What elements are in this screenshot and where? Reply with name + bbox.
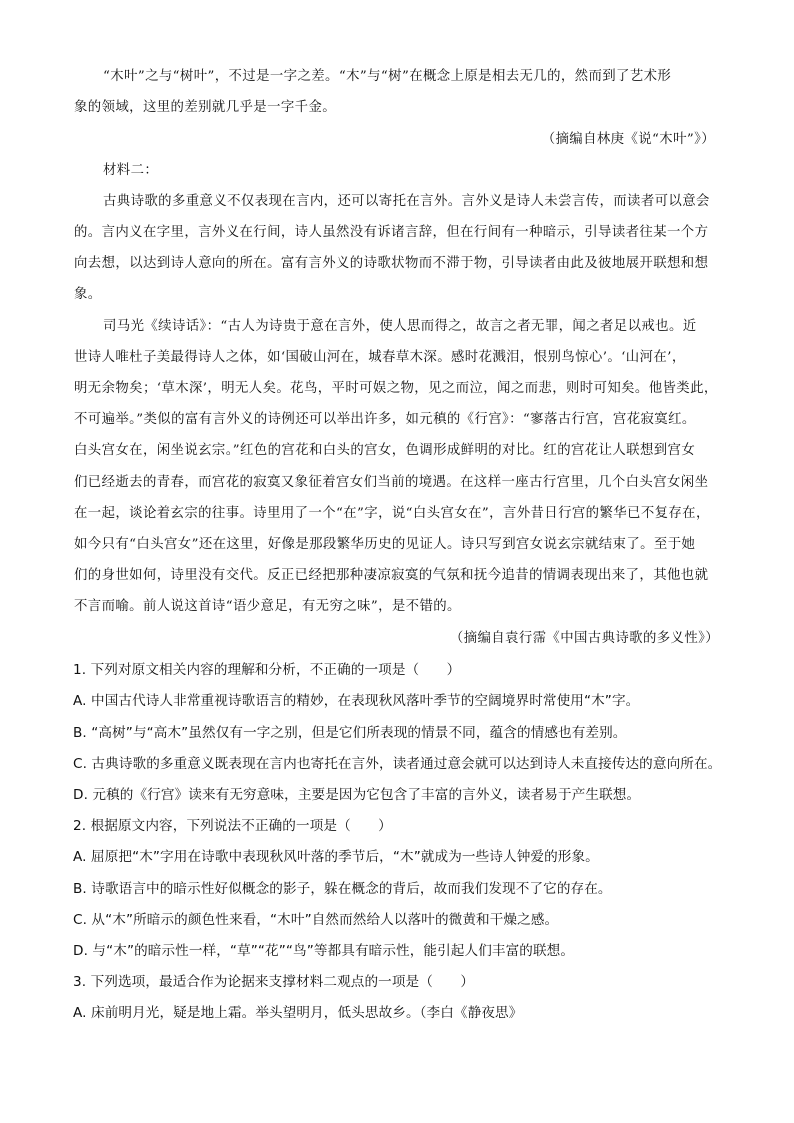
material2-line: 的。言内义在字里，言外义在行间，诗人虽然没有诉诸言辞，但在行间有一种暗示，引导读者往某一个方: [74, 225, 709, 240]
material2-line: 白头宫女在，闲坐说玄宗。”红色的宫花和白头的宫女，色调形成鲜明的对比。红的宫花让人联想到宫女: [74, 443, 696, 458]
material2-line: 明无余物矣；‘草木深’，明无人矣。花鸟，平时可娱之物，见之而泣，闻之而悲，则时可知矣。他皆类此，: [74, 381, 718, 396]
material2-line: 象。: [74, 287, 102, 302]
material2-line: 如今只有“白头宫女”还在这里，好像是那段繁华历史的见证人。诗只写到宫女说玄宗就结束了。至于她: [74, 537, 696, 552]
material1-line: “木叶”之与“树叶”，不过是一字之差。“木”与“树”在概念上原是相去无几的，然而到了艺术形: [103, 69, 672, 84]
material2-heading: 材料二：: [103, 163, 159, 178]
material2-line: 们已经逝去的青春，而宫花的寂寞又象征着宫女们当前的境遇。在这样一座古行宫里，几个白头宫女闲坐: [74, 475, 709, 490]
question-1-option-d: D. 元稹的《行宫》读来有无穷意味，主要是因为它包含了丰富的言外义，读者易于产生联想。: [73, 787, 641, 803]
material2-line: 在一起，谈论着玄宗的往事。诗里用了一个“在”字，说“白头宫女在”，言外昔日行宫的繁华已不复存在，: [74, 506, 710, 521]
question-1-option-a: A. 中国古代诗人非常重视诗歌语言的精妙，在表现秋风落叶季节的空阔境界时常使用“木”字。: [73, 693, 640, 709]
material2-line: 不可遍举。”类似的富有言外义的诗例还可以举出许多，如元稹的《行宫》：“寥落古行宫，宫花寂寞红。: [74, 412, 696, 427]
material1-line: 象的领域，这里的差别就几乎是一字千金。: [74, 100, 337, 115]
material2-line: 司马光《续诗话》：“古人为诗贵于意在言外，使人思而得之，故言之者无罪，闻之者足以戒也。近: [103, 319, 697, 334]
question-3-stem: 3. 下列选项，最适合作为论据来支撑材料二观点的一项是（ ）: [73, 974, 475, 990]
question-2-stem: 2. 根据原文内容，下列说法不正确的一项是（ ）: [73, 818, 392, 834]
material1-source: （摘编自林庚《说“木叶”》）: [541, 132, 715, 147]
question-1-option-c: C. 古典诗歌的多重意义既表现在言内也寄托在言外，读者通过意会就可以达到诗人未直接传达的意向所在。: [73, 756, 722, 772]
material2-line: 向去想，以达到诗人意向的所在。富有言外义的诗歌状物而不滞于物，引导读者由此及彼地展开联想和想: [74, 256, 709, 271]
question-1-stem: 1. 下列对原文相关内容的理解和分析，不正确的一项是（ ）: [73, 662, 461, 678]
material2-line: 古典诗歌的多重意义不仅表现在言内，还可以寄托在言外。言外义是诗人未尝言传，而读者可以意会: [103, 194, 710, 209]
question-2-option-c: C. 从“木”所暗示的颜色性来看，“木叶”自然而然给人以落叶的微黄和干燥之感。: [73, 912, 559, 928]
question-3-option-a: A. 床前明月光，疑是地上霜。举头望明月，低头思故乡。（李白《静夜思》: [73, 1005, 523, 1021]
material2-line: 们的身世如何，诗里没有交代。反正已经把那种凄凉寂寞的气氛和抚今追昔的情调表现出来了，其他也就: [74, 568, 709, 583]
question-1-option-b: B. “高树”与“高木”虽然仅有一字之别，但是它们所表现的情景不同，蕴含的情感也有差别。: [73, 725, 627, 741]
material2-line: 不言而喻。前人说这首诗“语少意足，有无穷之味”，是不错的。: [74, 599, 461, 614]
question-2-option-a: A. 屈原把“木”字用在诗歌中表现秋风叶落的季节后，“木”就成为一些诗人钟爱的形象。: [73, 849, 599, 865]
question-2-option-d: D. 与“木”的暗示性一样，“草”“花”“鸟”等都具有暗示性，能引起人们丰富的联想。: [73, 943, 575, 959]
material2-source: （摘编自袁行霈《中国古典诗歌的多义性》）: [449, 631, 719, 646]
material2-line: 世诗人唯杜子美最得诗人之体，如‘国破山河在，城春草木深。感时花溅泪，恨别鸟惊心’。‘山河在’，: [74, 350, 686, 365]
question-2-option-b: B. 诗歌语言中的暗示性好似概念的影子，躲在概念的背后，故而我们发现不了它的存在。: [73, 881, 612, 897]
